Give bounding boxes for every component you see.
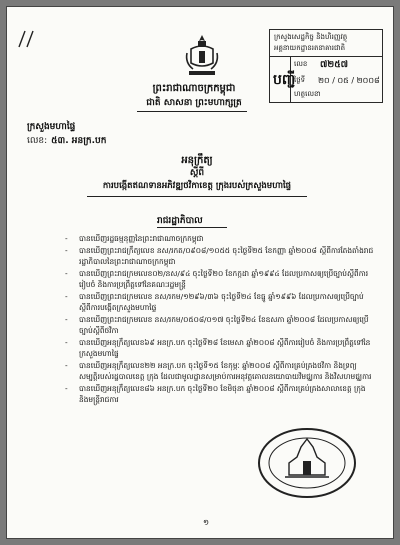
list-item-text: បានឃើញរដ្ឋធម្មនុញ្ញនៃព្រះរាជាណាចក្រកម្ពុជា bbox=[79, 234, 204, 243]
issuing-ministry: ក្រសួងមហាផ្ទៃ bbox=[27, 122, 76, 132]
list-item-text: បានឃើញព្រះរាជក្រមលេខ០២/នស/៩៤ ចុះថ្ងៃទី២០ ខែកក្កដា ឆ្នាំ១៩៩៤ ដែលប្រកាសឲ្យប្រើច្បាប់ស្តីពីការរៀបចំ និងការប្រព្រឹត្តទៅនៃគណៈរដ្ឋមន្ត្រី bbox=[79, 269, 369, 289]
stamp-no-value: ៧២៥៧ bbox=[320, 60, 348, 70]
reference-label: លេខ: bbox=[27, 136, 48, 146]
list-item: - បានឃើញព្រះរាជក្រមលេខ នស/រកម/១២៩៦/៣៦ ចុះថ្ងៃទី២៤ ខែធ្នូ ឆ្នាំ១៩៩៦ ដែលប្រកាសឲ្យប្រើច្បាប់ស្តីពីការបង្កើតក្រសួងមហាផ្ទៃ bbox=[65, 292, 364, 312]
registration-stamp bbox=[269, 29, 383, 103]
list-item: - បានឃើញអនុក្រឹត្យលេខ៦៩ អនក្រ.បក ចុះថ្ងៃទី២៨ ខែមេសា ឆ្នាំ២០០៨ ស្តីពីការរៀបចំ និងការប្រព្រឹត្តទៅនៃក្រសួងមហាផ្ទៃ bbox=[65, 338, 371, 358]
stamp-date-value: ២០ / ០៥ / ២០០៨ bbox=[318, 76, 380, 85]
list-item: - បានឃើញអនុក្រឹត្យលេខ២២ អនក្រ.បក ចុះថ្ងៃទី១៥ ខែកុម្ភៈ ឆ្នាំ២០០៨ ស្តីពីការគ្រប់គ្រងថវិកា និងទ្រព្យសម្បត្តិរបស់រដ្ឋបាលខេត្ត ក្រុង ដែលជាមូលដ្ឋានសម្រាប់ការអនុវត្តគោលនយោបាយវិមជ្ឈការ និងវិសហមជ្ឈការ bbox=[65, 361, 372, 381]
section-heading: រាជរដ្ឋាភិបាល bbox=[157, 216, 203, 226]
list-item: - បានឃើញព្រះរាជក្រឹត្យលេខ នស/រកត/០៩០៨/១០៥៥ ចុះថ្ងៃទី២៥ ខែកញ្ញា ឆ្នាំ២០០៨ ស្តីពីការតែងតាំងរាជរដ្ឋាភិបាលនៃព្រះរាជាណាចក្រកម្ពុជា bbox=[65, 246, 374, 266]
list-item: - បានឃើញព្រះរាជក្រមលេខ០២/នស/៩៤ ចុះថ្ងៃទី២០ ខែកក្កដា ឆ្នាំ១៩៩៤ ដែលប្រកាសឲ្យប្រើច្បាប់ស្តីពីការរៀបចំ និងការប្រព្រឹត្តទៅនៃគណៈរដ្ឋមន្ត្រី bbox=[65, 269, 369, 289]
stamp-line-2: អគ្គនាយកដ្ឋានរតនាគារជាតិ bbox=[274, 44, 346, 52]
list-item: - បានឃើញរដ្ឋធម្មនុញ្ញនៃព្រះរាជាណាចក្រកម្ពុជា bbox=[65, 234, 204, 243]
section-heading-underline bbox=[157, 227, 227, 228]
stamp-no-label: លេខ bbox=[294, 60, 308, 68]
header-divider bbox=[137, 111, 247, 112]
kingdom-heading: ព្រះរាជាណាចក្រកម្ពុជា bbox=[152, 83, 236, 94]
document-subject: ការបង្កើតឥណទានអភិវឌ្ឍថវិកាខេត្ត ក្រុងរបស់ក្រសួងមហាផ្ទៃ bbox=[102, 181, 292, 191]
list-item-text: បានឃើញអនុក្រឹត្យលេខ៦៩ អនក្រ.បក ចុះថ្ងៃទី២៨ ខែមេសា ឆ្នាំ២០០៨ ស្តីពីការរៀបចំ និងការប្រព្រឹត្តទៅនៃក្រសួងមហាផ្ទៃ bbox=[79, 338, 371, 358]
handwritten-slash-marks bbox=[17, 29, 41, 49]
stamp-signature-label: ហត្ថលេខា bbox=[294, 90, 321, 98]
list-item-text: បានឃើញអនុក្រឹត្យលេខ២២ អនក្រ.បក ចុះថ្ងៃទី១៥ ខែកុម្ភៈ ឆ្នាំ២០០៨ ស្តីពីការគ្រប់គ្រងថវិកា និងទ្រព្យសម្បត្តិរបស់រដ្ឋបាលខេត្ត ក្រុង ដែលជាមូលដ្ឋានសម្រាប់ការអនុវត្តគោលនយោបាយវិមជ្ឈការ និងវិសហមជ្ឈការ bbox=[79, 361, 372, 381]
national-motto: ជាតិ សាសនា ព្រះមហាក្សត្រ bbox=[146, 98, 242, 108]
page-number: ១ bbox=[203, 518, 210, 527]
document-page bbox=[6, 6, 394, 539]
list-item: - បានឃើញអនុក្រឹត្យលេខ៨៦ អនក្រ.បក ចុះថ្ងៃទី២០ ខែមិថុនា ឆ្នាំ២០០៨ ស្តីពីការគ្រប់គ្រងសាលាខេត្ត ក្រុង និងមន្ត្រីរាជការ bbox=[65, 384, 366, 404]
stamp-date-label: ថ្ងៃទី bbox=[294, 76, 306, 84]
list-item: - បានឃើញព្រះរាជក្រមលេខ នស/រកម/០៥០៨/០១៧ ចុះថ្ងៃទី២៤ ខែឧសភា ឆ្នាំ២០០៨ ដែលប្រកាសឲ្យប្រើច្បាប់ស្តីពីថវិកា bbox=[65, 315, 369, 335]
official-seal-icon bbox=[257, 427, 357, 499]
list-item-text: បានឃើញអនុក្រឹត្យលេខ៨៦ អនក្រ.បក ចុះថ្ងៃទី២០ ខែមិថុនា ឆ្នាំ២០០៨ ស្តីពីការគ្រប់គ្រងសាលាខេត្ត ក្រុង និងមន្ត្រីរាជការ bbox=[79, 384, 366, 404]
list-item-text: បានឃើញព្រះរាជក្រមលេខ នស/រកម/០៥០៨/០១៧ ចុះថ្ងៃទី២៤ ខែឧសភា ឆ្នាំ២០០៨ ដែលប្រកាសឲ្យប្រើច្បាប់ស្តីពីថវិកា bbox=[79, 315, 369, 335]
list-item-text: បានឃើញព្រះរាជក្រឹត្យលេខ នស/រកត/០៩០៨/១០៥៥ ចុះថ្ងៃទី២៥ ខែកញ្ញា ឆ្នាំ២០០៨ ស្តីពីការតែងតាំងរាជរដ្ឋាភិបាលនៃព្រះរាជាណាចក្រកម្ពុជា bbox=[79, 246, 374, 266]
list-item-text: បានឃើញព្រះរាជក្រមលេខ នស/រកម/១២៩៦/៣៦ ចុះថ្ងៃទី២៤ ខែធ្នូ ឆ្នាំ១៩៩៦ ដែលប្រកាសឲ្យប្រើច្បាប់ស្តីពីការបង្កើតក្រសួងមហាផ្ទៃ bbox=[79, 292, 364, 312]
document-subject-prefix: ស្តីពី bbox=[189, 168, 205, 178]
stamp-line-1: ក្រសួងសេដ្ឋកិច្ច និងហិរញ្ញវត្ថុ bbox=[274, 33, 348, 41]
stamp-register-label: បញ្ជី bbox=[273, 72, 296, 88]
royal-emblem-icon bbox=[183, 33, 221, 77]
considerations-list bbox=[65, 233, 375, 406]
reference-number bbox=[27, 135, 106, 148]
title-divider bbox=[87, 196, 307, 197]
reference-value: ៥៣. អនក្រ.បក bbox=[51, 136, 107, 146]
stamp-divider bbox=[270, 56, 382, 57]
document-type-title: អនុក្រឹត្យ bbox=[181, 155, 213, 166]
